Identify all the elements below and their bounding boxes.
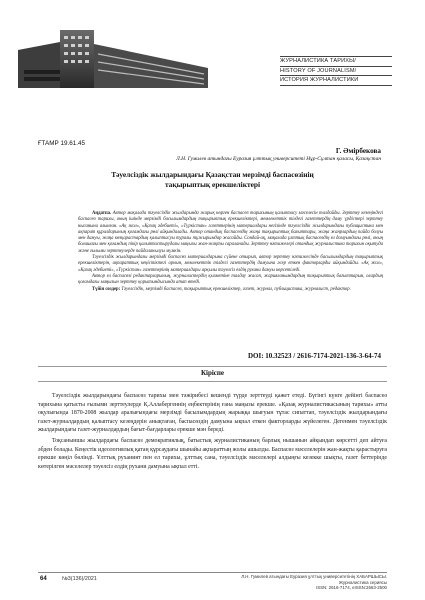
article-title — [38, 170, 387, 190]
footer-line-2: Журналистика сериясы — [338, 579, 387, 585]
author-name: Г. Әмірбекова — [335, 147, 381, 155]
keywords-label: Түйін сөздер: — [92, 286, 121, 292]
title-line-2: тақырыптық ерекшеліктері — [164, 180, 261, 189]
footer-line-1: Л.Н. Гумилев атындағы Еуразия ұлттық университетінің ХАБАРШЫСЫ. — [241, 574, 387, 579]
abstract-paragraph-1 — [78, 211, 383, 255]
footer-divider — [38, 572, 387, 573]
rubric-line-ru: ИСТОРИЯ ЖУРНАЛИСТИКИ — [280, 76, 392, 86]
rubric-line-en: HISTORY OF JOURNALISM/ — [280, 67, 392, 77]
title-line-1: Тәуелсіздік жылдарындағы Қазақстан мерзімді баспасөзінің — [111, 170, 314, 179]
irstea-code: ҒТАМР 19.61.45 — [38, 140, 85, 147]
footer-line-3: ISSN: 2616-7174, eISSN:2663-2500 — [315, 585, 387, 591]
page-number: 64 — [40, 576, 47, 582]
university-building-logo — [18, 30, 208, 88]
abstract-label: Аңдатпа. — [92, 211, 112, 216]
author-affiliation: Л.Н. Гумилев атындағы Еуразия ұлттық университеті Нұр-Сұлтан қаласы, Қазақстан — [176, 156, 381, 162]
section-title: Кіріспе — [200, 369, 225, 377]
body-paragraph-1: Тәуелсіздік жылдарындағы баспасөз тарихы мен тәжірибесі кешенді түрде зерттеуді қажет етеді. Бүгінгі күнге дейінгі баспасөз тарихына қатысты ғылыми зерттеулерде Қ.Аллабергеннің еңбектерінің ғана маңызы ерекше. «Қазақ журналистикасының тарихы» атты оқулығында 1870-2008 жылдар аралығындағы мерзімді басылымдардың жарыққа шығуын тұтас сипаттап, тәуелсіздік жылдарындағы газет-журналдардың қалыптасу кезеңдерін анықтаған, баспасөздің дамуына ықпал еткен факторларды жүйелеген. Дегенмен тәуелсіздік жылдарындағы газет-журналдардың бағыт-бағдарлары ерекше мән береді. — [38, 393, 387, 434]
abstract-paragraph-3: Автор ел баспасөзі редакторларының, журналистердің қызметіне талдау жасап, жарияланымдардың тақырыптық бағыттарын, олардың қоғамдағы маңызын зерттеу қорытындысында атап өтеді. — [78, 273, 383, 286]
footer-journal-info — [227, 574, 387, 591]
abstract-paragraph-2: Тәуелсіздік жылдарындағы мерзімді баспасөз материалдарына сүйене отырып, автор зерттеу нәтижесінде басылымдардың тақырыптық ерекшеліктерін, ақпараттық кеңістіктегі орнын, мемлекеттік тілдегі газеттердің дамуына әсер еткен факторларды айқындайды. «Ақ жол», «Қазақ әдебиеті», «Түркістан» газеттерінің материалдары арқылы тәуелсіз елдің рухани дамуы көрсетіледі. — [78, 255, 383, 273]
rubric-line-kz: ЖУРНАЛИСТИКА ТАРИХЫ/ — [280, 56, 392, 67]
body-text — [38, 392, 387, 473]
abstract — [78, 211, 383, 293]
section-divider-bottom — [38, 381, 387, 382]
journal-rubric — [280, 56, 392, 86]
section-divider-top — [38, 366, 387, 367]
keywords-text: Тәуелсіздік, мерзімді баспасөз, тақырыптық ерекшеліктер, газет, журнал, публицистика, журналист, редактор. — [121, 286, 351, 292]
keywords — [78, 287, 383, 293]
issue-number: №3(136)/2021 — [62, 576, 97, 582]
abstract-text-1: Автор мақалада тәуелсіздік жылдарында жарық көрген баспасөз тарихының қалыптасу мәселесін талдайды. Зерттеу кезеңіндегі баспасөз тарихы, оның ішінде мерзімді басылымдардың тақырыптық ерекшеліктері, мемлекеттік тілдегі газеттердің даму үрдістері зерттеу нысанына алынған. «Ақ жол», «Қазақ әдебиеті», «Түркістан» газеттерінің материалдары негізінде тәуелсіздік жылдарындағы публицистика мен ақпарат құралдарының қоғамдағы рөлі айқындалады. Автор отандық баспасөздің жаңа тақырыптық бағыттары, жаңа жанрлардың пайда болуы мен дамуы, жаңа көзқарастардың қалыптасуы туралы тұжырымдар жасайды. Сондай-ақ, мақалада ұлттық баспасөздің ел дамуындағы рөлі, оның болашағы мен қоғамдық пікір қалыптастырудағы маңызы жан-жақты сараланады. Зерттеу нәтижелері отандық журналистика тарихын оқытуда және ғылыми зерттеулерде пайдаланылуы мүмкін. — [78, 211, 383, 254]
body-paragraph-2: Тоқсаныншы жылдардағы баспасөз демократиялық, батыстық журналистиканың барлық нышанын айқындап көрсетті деп айтуға әбден болады. Кеңестік идеологиялық қатаң құрсаудағы шынайы ақпараттың жолы ашылды. Баспасөз мәселелерін жан-жақты қарастыруға ерекше көңіл бөлінді. Ұлттық руханият пен ел тарихы, ұлттық сана, тәуелсіздік мәселелері алдыңғы кезекке шықты, газет беттерінде көтерілген мәселелер тәуелсіз елдің рухани дамуына ықпал етті. — [38, 437, 387, 470]
doi[interactable]: DOI: 10.32523 / 2616-7174-2021-136-3-64-74 — [248, 352, 381, 360]
